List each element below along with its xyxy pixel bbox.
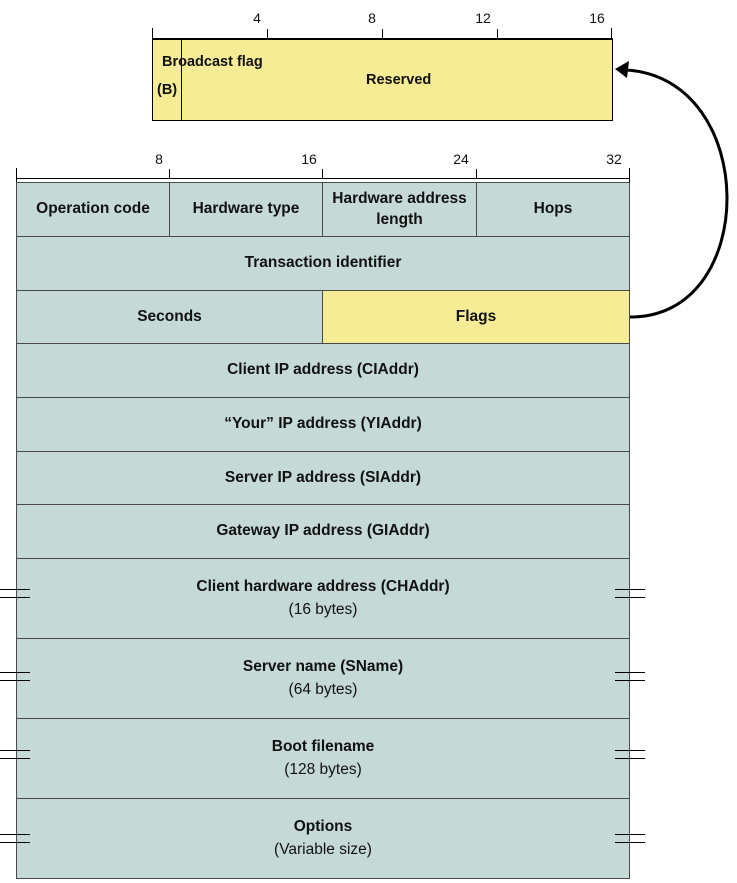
flags-scale-tick — [382, 29, 383, 38]
break-mark-left — [0, 670, 30, 684]
header-scale-tick — [169, 169, 170, 178]
field-label: Gateway IP address (GIAddr) — [216, 522, 430, 540]
field-label: Seconds — [137, 307, 202, 325]
field-chaddr — [16, 558, 630, 639]
break-mark-right — [615, 587, 645, 601]
break-mark-left — [0, 748, 30, 762]
flags-scale-label: 12 — [475, 10, 491, 26]
field-flags — [322, 290, 630, 344]
header-scale-tick — [476, 169, 477, 178]
field-label: Hardware type — [192, 200, 300, 218]
field-hops — [476, 182, 630, 237]
broadcast-flag-label: Broadcast flag — [162, 54, 263, 70]
flags-scale-label: 16 — [589, 10, 605, 26]
header-scale-label: 16 — [301, 151, 317, 167]
field-label: Server IP address (SIAddr) — [224, 468, 422, 486]
field-boot-filename — [16, 718, 630, 799]
header-scale-label: 32 — [606, 151, 622, 167]
field-seconds — [16, 290, 323, 344]
break-mark-right — [615, 670, 645, 684]
header-scale-line — [16, 178, 630, 179]
field-label: Transaction identifier — [244, 254, 402, 272]
broadcast-flag-divider — [181, 39, 182, 121]
break-mark-right — [615, 832, 645, 846]
field-siaddr — [16, 451, 630, 505]
field-label: Server name (SName) — [242, 658, 404, 676]
field-size: (64 bytes) — [288, 680, 358, 698]
field-label: Operation code — [36, 200, 150, 218]
field-operation-code — [16, 182, 170, 237]
break-mark-left — [0, 832, 30, 846]
field-ciaddr — [16, 343, 630, 398]
flags-scale-tick — [267, 29, 268, 38]
field-label: Hardware address length — [332, 189, 467, 228]
header-scale-tick — [322, 169, 323, 178]
field-label: Options — [293, 818, 353, 836]
field-hardware-type — [169, 182, 323, 237]
break-mark-left — [0, 587, 30, 601]
header-scale-label: 24 — [453, 151, 469, 167]
field-label: Boot filename — [271, 738, 375, 756]
field-size: (16 bytes) — [288, 600, 358, 618]
field-label: Flags — [455, 307, 497, 325]
reserved-label: Reserved — [366, 72, 432, 88]
arrow-curve — [626, 70, 727, 317]
field-size: (Variable size) — [274, 840, 372, 858]
flags-scale-tick — [497, 29, 498, 38]
broadcast-flag-bit: (B) — [157, 82, 178, 98]
header-scale-label: 8 — [155, 151, 163, 167]
field-hardware-address-length — [322, 182, 477, 237]
field-options — [16, 798, 630, 879]
field-label: Hops — [533, 200, 573, 218]
field-sname — [16, 638, 630, 719]
field-label: Client hardware address (CHAddr) — [196, 578, 450, 596]
field-label: “Your” IP address (YIAddr) — [224, 415, 422, 433]
flags-scale-label: 4 — [253, 10, 261, 26]
arrowhead — [615, 61, 629, 78]
field-transaction-identifier — [16, 236, 630, 291]
field-label: Client IP address (CIAddr) — [227, 361, 419, 379]
field-giaddr — [16, 504, 630, 559]
field-yiaddr — [16, 397, 630, 452]
flags-scale-label: 8 — [368, 10, 376, 26]
break-mark-right — [615, 748, 645, 762]
field-size: (128 bytes) — [284, 760, 362, 778]
